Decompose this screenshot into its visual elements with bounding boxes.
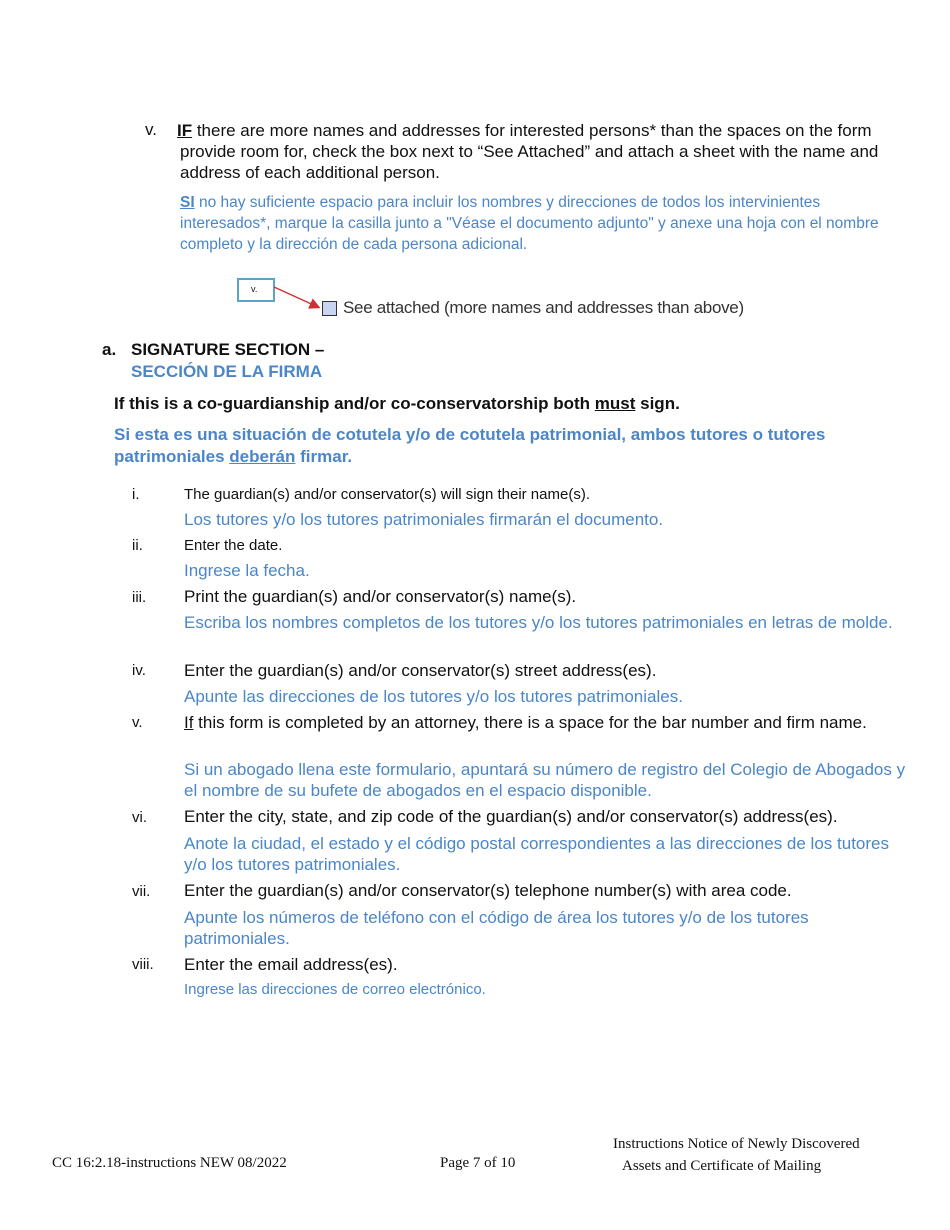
- item-number: vi.: [132, 809, 147, 826]
- intro-es-part: firmar.: [295, 447, 353, 466]
- list-item-en: [184, 712, 909, 733]
- footer-title-line2: Assets and Certificate of Mailing: [622, 1158, 822, 1174]
- list-item-es: Apunte las direcciones de los tutores y/o los tutores patrimoniales.: [184, 687, 683, 706]
- list-item-en: The guardian(s) and/or conservator(s) will sign their name(s).: [184, 486, 590, 503]
- footer-page-number: Page 7 of 10: [440, 1155, 516, 1171]
- figure-callout-label: v.: [251, 284, 258, 294]
- list-item-es: Ingrese las direcciones de correo electrónico.: [184, 981, 486, 998]
- list-item-es: Los tutores y/o los tutores patrimoniales firmarán el documento.: [184, 510, 664, 529]
- instruction-body-es: no hay suficiente espacio para incluir los nombres y direcciones de todos los intervinientes interesados*, marque la casilla junto a "Véase el documento adjunto" y anexe una hoja con el nombre completo y la dirección de cada persona adicional.: [180, 194, 879, 253]
- item-number: v.: [132, 714, 143, 731]
- intro-en-part: sign.: [635, 394, 680, 413]
- section-intro-en: [114, 394, 680, 414]
- section-title-es: SECCIÓN DE LA FIRMA: [131, 362, 323, 381]
- list-item-en: Enter the city, state, and zip code of the guardian(s) and/or conservator(s) address(es).: [184, 807, 838, 826]
- list-item-en: Enter the guardian(s) and/or conservator(s) street address(es).: [184, 661, 657, 680]
- list-item-es: Apunte los números de teléfono con el código de área los tutores y/o de los tutores patrimoniales.: [184, 908, 809, 948]
- item-number: viii.: [132, 956, 154, 973]
- instruction-text-en: [177, 120, 910, 183]
- list-item-es: Si un abogado llena este formulario, apuntará su número de registro del Colegio de Abogados y el nombre de su bufete de abogados en el espacio disponible.: [184, 760, 906, 800]
- footer-title-line1: Instructions Notice of Newly Discovered: [613, 1136, 860, 1152]
- instruction-body-en: there are more names and addresses for interested persons* than the spaces on the form provide room for, check the box next to “See Attached” and attach a sheet with the name and address of each additional person.: [180, 121, 879, 182]
- item-number: i.: [132, 486, 140, 503]
- list-item-en: Enter the email address(es).: [184, 955, 398, 974]
- item-number: vii.: [132, 883, 151, 900]
- list-item-es: Ingrese la fecha.: [184, 561, 310, 580]
- callout-arrow-icon: [270, 285, 326, 313]
- list-item-en-body: this form is completed by an attorney, there is a space for the bar number and firm name.: [193, 713, 867, 732]
- section-title-en: SIGNATURE SECTION –: [131, 340, 325, 359]
- intro-es-emphasis: deberán: [229, 447, 296, 466]
- item-number: ii.: [132, 537, 143, 554]
- section-intro-es: [114, 424, 914, 468]
- see-attached-label: See attached (more names and addresses than above): [343, 298, 744, 317]
- list-item-es: Escriba los nombres completos de los tutores y/o los tutores patrimoniales en letras de molde.: [184, 613, 893, 632]
- intro-en-emphasis: must: [594, 394, 636, 413]
- item-number: v.: [145, 120, 157, 139]
- instruction-text-es: [180, 192, 910, 255]
- keyword-if: If: [184, 713, 194, 732]
- section-marker: a.: [102, 340, 117, 359]
- footer-form-id: CC 16:2.18-instructions NEW 08/2022: [52, 1155, 287, 1171]
- list-item-en: Print the guardian(s) and/or conservator(s) name(s).: [184, 587, 577, 606]
- intro-es-part: Si esta es una situación de cotutela y/o de cotutela patrimonial, ambos tutores o tutores patrimoniales: [114, 425, 826, 466]
- item-number: iv.: [132, 662, 146, 679]
- keyword-if: IF: [177, 121, 193, 140]
- intro-en-part: If this is a co-guardianship and/or co-conservatorship both: [114, 394, 595, 413]
- see-attached-checkbox[interactable]: [322, 301, 337, 316]
- list-item-es: Anote la ciudad, el estado y el código postal correspondientes a las direcciones de los tutores y/o los tutores patrimoniales.: [184, 834, 889, 874]
- list-item-en: Enter the date.: [184, 537, 283, 554]
- item-number: iii.: [132, 589, 147, 606]
- list-item-en: Enter the guardian(s) and/or conservator(s) telephone number(s) with area code.: [184, 881, 792, 900]
- keyword-si: SI: [180, 194, 195, 211]
